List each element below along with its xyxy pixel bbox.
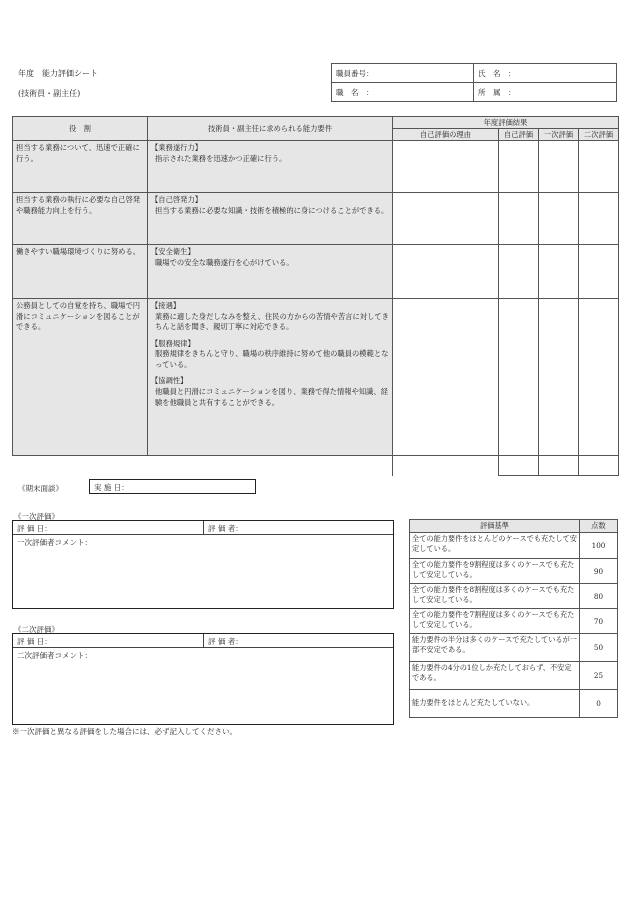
criteria-table: [409, 519, 618, 718]
criteria-score: 90: [580, 559, 618, 584]
criteria-score: 50: [580, 634, 618, 662]
position-label: 職 名 ：: [332, 83, 474, 102]
requirement-desc: 指示された業務を迅速かつ正確に行う。: [155, 153, 287, 163]
department-label: 所 属 ：: [474, 83, 617, 102]
first-eval-total-cell[interactable]: [539, 456, 579, 476]
requirement-category: 【接遇】: [151, 301, 181, 310]
first-eval-box: [12, 520, 394, 609]
requirement-category: 【協調性】: [151, 376, 188, 386]
criteria-text: 能力要件の4分の1位しか充たしておらず、不安定である。: [410, 662, 580, 690]
first-eval-section-label: 《一次評価》: [14, 512, 59, 521]
second-eval-header: [13, 634, 393, 648]
criteria-text: 能力要件をほとんど充たしていない。: [410, 690, 580, 718]
self-eval-cell[interactable]: [499, 299, 539, 456]
requirement-category: 【服務規律】: [151, 338, 195, 348]
criteria-header: 評価基準: [410, 520, 580, 533]
second-eval-evaluator-label: 評 価 者：: [208, 637, 243, 646]
table-row: [13, 245, 619, 299]
first-eval-evaluator-label: 評 価 者：: [208, 524, 243, 533]
header-first-eval: 一次評価: [539, 129, 579, 141]
criteria-score: 100: [580, 533, 618, 559]
header-role: 役 割: [13, 117, 148, 141]
self-eval-total-cell[interactable]: [499, 456, 539, 476]
header-self-eval: 自己評価: [499, 129, 539, 141]
criteria-score: 70: [580, 609, 618, 634]
criteria-score: 0: [580, 690, 618, 718]
header-requirements: 技術員・副主任に求められる能力要件: [148, 117, 393, 141]
first-eval-cell[interactable]: [539, 245, 579, 299]
criteria-row: [410, 559, 618, 584]
second-eval-total-cell[interactable]: [579, 456, 619, 476]
first-eval-cell[interactable]: [539, 299, 579, 456]
second-eval-comment-label: 二次評価者コメント：: [17, 651, 92, 660]
requirement-cell: [148, 299, 393, 456]
total-row-spacer: [13, 456, 393, 476]
self-eval-cell[interactable]: [499, 193, 539, 245]
requirement-category: 【安全衛生】: [151, 247, 195, 256]
requirement-cell: [148, 193, 393, 245]
reason-input-cell[interactable]: [393, 299, 499, 456]
requirement-category: 【自己啓発力】: [151, 195, 203, 204]
first-eval-divider: [203, 521, 204, 534]
total-row: [13, 456, 619, 476]
requirement-desc: 担当する業務に必要な知識・技術を積極的に身につけることができる。: [155, 205, 389, 215]
second-eval-date-label: 評 価 日：: [17, 637, 52, 646]
self-eval-cell[interactable]: [499, 141, 539, 193]
criteria-score: 80: [580, 584, 618, 609]
role-cell: 公務員としての自覚を持ち、職場で円滑にコミュニケーションを図ることができる。: [13, 299, 148, 456]
second-eval-cell[interactable]: [579, 141, 619, 193]
criteria-row: [410, 634, 618, 662]
staff-info-table: [331, 63, 617, 102]
criteria-row: [410, 690, 618, 718]
second-eval-divider: [203, 634, 204, 647]
second-eval-cell[interactable]: [579, 245, 619, 299]
second-eval-section-label: 《二次評価》: [14, 625, 59, 634]
criteria-text: 能力要件の半分は多くのケースで充たしているが一部不安定である。: [410, 634, 580, 662]
requirement-category: 【業務遂行力】: [151, 143, 203, 152]
self-eval-cell[interactable]: [499, 245, 539, 299]
requirement-cell: [148, 245, 393, 299]
footnote: ※一次評価と異なる評価をした場合には、必ず記入してください。: [12, 727, 237, 736]
sheet-title: 年度 能力評価シート: [18, 69, 98, 78]
second-eval-cell[interactable]: [579, 299, 619, 456]
first-eval-cell[interactable]: [539, 141, 579, 193]
requirement-desc: 職場での安全な職務遂行を心がけている。: [155, 257, 294, 267]
first-eval-comment-area[interactable]: [13, 548, 393, 608]
requirement-desc: 服務規律をきちんと守り、職場の秩序維持に努めて他の職員の模範となっている。: [155, 349, 389, 369]
second-eval-cell[interactable]: [579, 193, 619, 245]
criteria-text: 全ての能力要件をほとんどのケースでも充たして安定している。: [410, 533, 580, 559]
criteria-text: 全ての能力要件を9割程度は多くのケースでも充たして安定している。: [410, 559, 580, 584]
first-eval-cell[interactable]: [539, 193, 579, 245]
first-eval-header: [13, 521, 393, 535]
table-row: [13, 299, 619, 456]
criteria-score: 25: [580, 662, 618, 690]
evaluation-table: [12, 116, 619, 476]
requirement-desc: 他職員と円滑にコミュニケーションを図り、業務で得た情報や知識、経験を他職員と共有することができる。: [155, 387, 389, 407]
criteria-text: 全ての能力要件を7割程度は多くのケースでも充たして安定している。: [410, 609, 580, 634]
table-row: [13, 193, 619, 245]
header-second-eval: 二次評価: [579, 129, 619, 141]
reason-input-cell[interactable]: [393, 141, 499, 193]
first-eval-date-label: 評 価 日：: [17, 524, 52, 533]
name-label: 氏 名 ：: [474, 64, 617, 83]
header-results: 年度評価結果: [393, 117, 619, 129]
score-header: 点数: [580, 520, 618, 533]
interview-date-field[interactable]: [89, 479, 256, 494]
reason-input-cell[interactable]: [393, 245, 499, 299]
criteria-row: [410, 609, 618, 634]
sheet-subtitle: (技術員・副主任): [18, 89, 81, 98]
role-cell: 働きやすい職場環境づくりに努める。: [13, 245, 148, 299]
second-eval-box: [12, 633, 394, 725]
total-row-gap: [393, 456, 499, 476]
header-reason: 自己評価の理由: [393, 129, 499, 141]
first-eval-comment-label: 一次評価者コメント：: [17, 538, 92, 547]
reason-input-cell[interactable]: [393, 193, 499, 245]
table-row: [13, 141, 619, 193]
criteria-row: [410, 662, 618, 690]
requirement-desc: 業務に適した身だしなみを整え、住民の方からの苦情や苦言に対してきちんと話を聞き、親切丁寧に対応できる。: [155, 311, 389, 332]
role-cell: 担当する業務の執行に必要な自己啓発や職務能力向上を行う。: [13, 193, 148, 245]
criteria-row: [410, 584, 618, 609]
criteria-row: [410, 533, 618, 559]
staff-no-label: 職員番号：: [332, 64, 474, 83]
interview-date-label: 実 施 日：: [94, 483, 129, 492]
interview-label: 《期末面談》: [18, 484, 63, 493]
criteria-text: 全ての能力要件を8割程度は多くのケースでも充たして安定している。: [410, 584, 580, 609]
role-cell: 担当する業務について、迅速で正確に行う。: [13, 141, 148, 193]
requirement-cell: [148, 141, 393, 193]
second-eval-comment-area[interactable]: [13, 661, 393, 724]
